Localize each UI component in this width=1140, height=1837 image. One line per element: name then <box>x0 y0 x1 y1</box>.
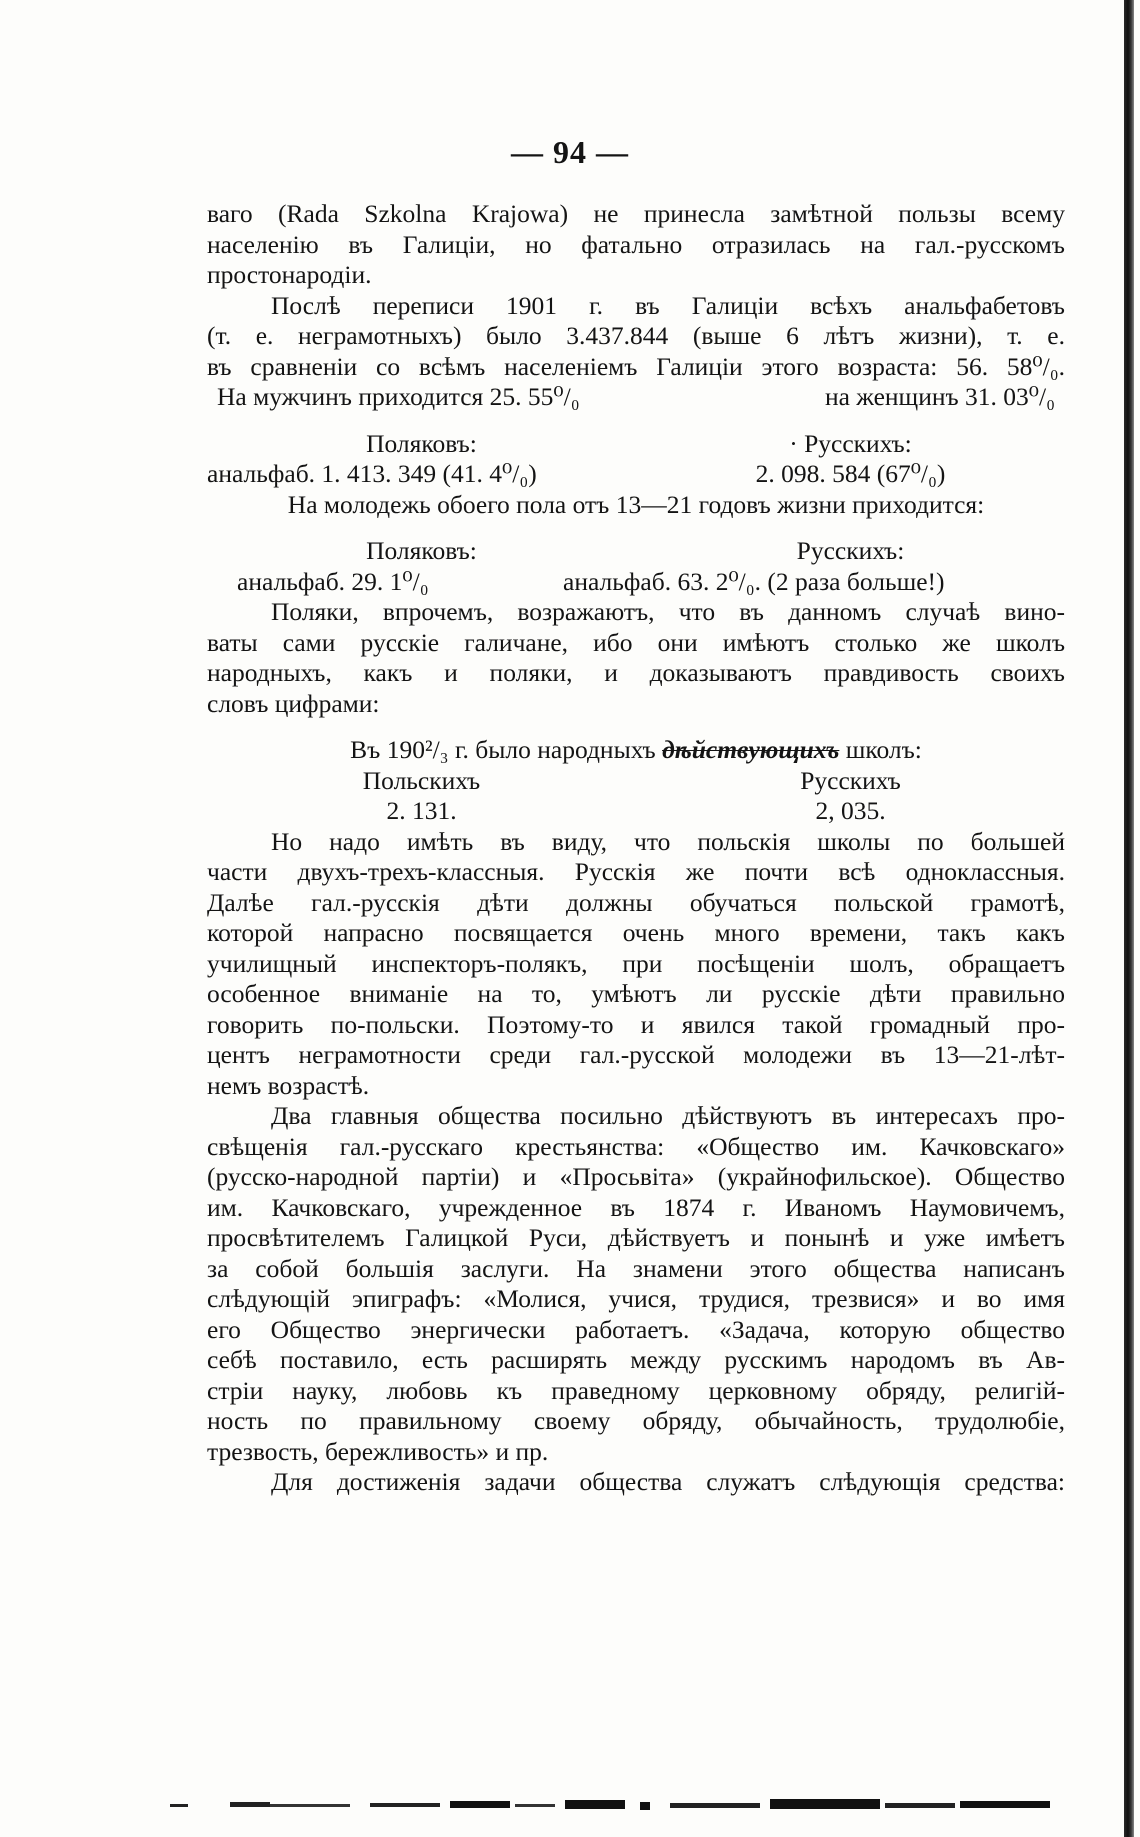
schools-intro-end: школъ: <box>845 735 922 764</box>
russians-header: Русскихъ: <box>796 536 905 565</box>
text-line: простонародіи. <box>207 260 372 289</box>
text-line: Поляки, впрочемъ, возражаютъ, что въ данномъ случаѣ вино- <box>271 597 1065 626</box>
russian-schools-value: 2, 035. <box>815 796 886 825</box>
text-line: говорить по-польски. Поэтому-то и явился такой громадный про- <box>207 1009 1065 1039</box>
schools-intro-word: дѣйствующихъ <box>662 735 840 764</box>
text-line: за собой большія заслуги. На знамени этого общества написанъ <box>207 1253 1065 1283</box>
poles-illiterate: анальфаб. 1. 413. 349 (41. 4⁰/₀) <box>207 459 537 488</box>
text-line: себѣ поставило, есть расширять между русскимъ народомъ въ Ав- <box>207 1345 1065 1374</box>
paragraph-2 <box>207 291 1065 383</box>
text-line: им. Качковскаго, учрежденное въ 1874 г. Иваномъ Наумовичемъ, <box>207 1192 1065 1222</box>
text-line: которой напрасно посвящается очень много времени, такъ какъ <box>207 918 1065 947</box>
poles-header: Поляковъ: <box>366 428 477 458</box>
paragraph-6 <box>207 1467 1065 1498</box>
polish-schools-header: Польскихъ <box>362 765 481 795</box>
page-number: — 94 — <box>511 134 629 170</box>
stats2-headers <box>207 536 1065 567</box>
stats1-values <box>207 459 1065 490</box>
text-line: особенное вниманіе на то, умѣютъ ли русскіе дѣти правильно <box>207 979 1065 1008</box>
poles-header: Поляковъ: <box>366 536 477 565</box>
russians-youth-illiterate: анальфаб. 63. 2⁰/₀. (2 раза больше!) <box>563 566 945 596</box>
text-line: въ сравненіи со всѣмъ населеніемъ Галиціи этого возраста: 56. 58⁰/₀. <box>207 351 1065 381</box>
paragraph-3 <box>207 597 1065 719</box>
polish-schools-value: 2. 131. <box>386 796 457 825</box>
text-line: ность по правильному своему обряду, обычайность, трудолюбіе, <box>207 1406 1065 1435</box>
text-line: училищный инспекторъ-полякъ, при посѣщеніи шолъ, обращаетъ <box>207 948 1065 978</box>
russians-header: · Русскихъ: <box>789 428 912 458</box>
text-line: просвѣтителемъ Галицкой Руси, дѣйствуетъ и понынѣ и уже имѣетъ <box>207 1223 1065 1252</box>
schools-values <box>207 796 1065 827</box>
russians-illiterate: 2. 098. 584 (67⁰/₀) <box>755 459 946 488</box>
scan-edge <box>1124 0 1134 1837</box>
text-line: центъ неграмотности среди гал.-русской молодежи въ 13—21-лѣт- <box>207 1040 1065 1069</box>
text-line: населенію въ Галиціи, но фатально отразилась на гал.-русскомъ <box>207 229 1065 259</box>
text-line: слѣдующій эпиграфъ: «Молися, учися, трудися, трезвися» и во имя <box>207 1284 1065 1313</box>
main-text <box>207 199 1065 1498</box>
text-line: (русско-народной партіи) и «Просьвіта» (украйнофильское). Общество <box>207 1162 1065 1191</box>
text-line: стріи науку, любовь къ праведному церковному обряду, религій- <box>207 1375 1065 1405</box>
women-share: на женщинъ 31. 03⁰/₀ <box>824 382 1055 411</box>
text-line: свѣщенія гал.-русскаго крестьянства: «Общество им. Качковскаго» <box>207 1131 1065 1161</box>
schools-intro <box>207 735 1065 766</box>
schools-headers <box>207 766 1065 797</box>
text-line: немъ возрастѣ. <box>207 1070 370 1100</box>
text-line: Далѣе гал.-русскія дѣти должны обучаться польской грамотѣ, <box>207 887 1065 917</box>
text-line: Послѣ переписи 1901 г. въ Галиціи всѣхъ анальфабетовъ <box>271 290 1065 320</box>
gender-row <box>207 382 1065 413</box>
russian-schools-header: Русскихъ <box>800 765 901 795</box>
bottom-rule-decoration <box>170 1795 1060 1815</box>
stats1-headers <box>207 429 1065 460</box>
text-line: словъ цифрами: <box>207 688 380 718</box>
poles-youth-illiterate: анальфаб. 29. 1⁰/₀ <box>237 566 429 596</box>
stats2-values <box>207 567 1065 598</box>
text-line: ваты сами русскіе галичане, ибо они имѣютъ столько же школъ <box>207 627 1065 657</box>
text-line: Два главныя общества посильно дѣйствуютъ въ интересахъ про- <box>271 1101 1065 1130</box>
text-line: Для достиженія задачи общества служатъ слѣдующія средства: <box>271 1467 1065 1496</box>
paragraph-1 <box>207 199 1065 291</box>
youth-line: На молодежь обоего пола отъ 13—21 годовъ жизни приходится: <box>287 489 985 519</box>
text-line: его Общество энергически работаетъ. «Задача, которую общество <box>207 1314 1065 1344</box>
men-share: На мужчинъ приходится 25. 55⁰/₀ <box>217 382 580 411</box>
paragraph-5 <box>207 1101 1065 1467</box>
paragraph-4 <box>207 827 1065 1102</box>
text-line: ваго (Rada Szkolna Krajowa) не принесла замѣтной пользы всему <box>207 199 1065 228</box>
schools-intro-text: Въ 190²/₃ г. было народныхъ <box>350 735 656 764</box>
text-line: части двухъ-трехъ-классныя. Русскія же почти всѣ одноклассныя. <box>207 857 1065 886</box>
text-line: народныхъ, какъ и поляки, и доказываютъ правдивость своихъ <box>207 658 1065 687</box>
text-line: трезвость, бережливость» и пр. <box>207 1436 549 1466</box>
text-line: (т. е. неграмотныхъ) было 3.437.844 (выше 6 лѣтъ жизни), т. е. <box>207 321 1065 350</box>
text-line: Но надо имѣть въ виду, что польскія школы по большей <box>271 826 1065 856</box>
